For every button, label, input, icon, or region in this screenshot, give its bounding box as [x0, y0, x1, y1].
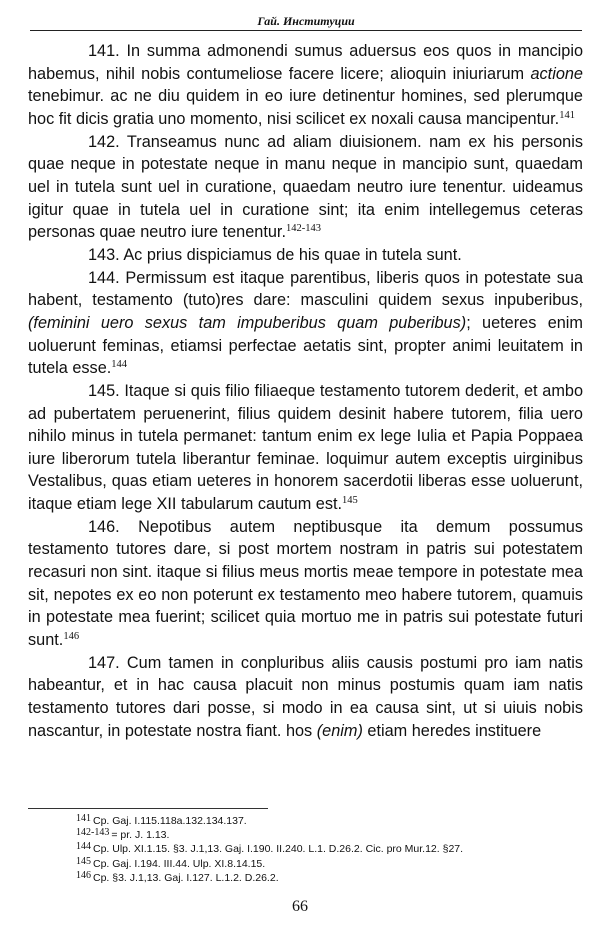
footnote-ref[interactable]: 145: [342, 495, 358, 507]
text-segment: 143. Ac prius dispiciamus de his quae in tutela sunt.: [88, 245, 462, 264]
footnote-ref[interactable]: 146: [63, 631, 80, 643]
body-text: [28, 40, 583, 742]
running-header: Гай. Институции: [257, 14, 355, 28]
footnote-text: Cp. Gaj. I.115.118a.132.134.137.: [93, 815, 247, 827]
paragraph: [28, 267, 583, 380]
footnote-ref[interactable]: 144: [111, 359, 128, 371]
text-segment: tenebimur. ac ne diu quidem in eo iure detinentur homines, sed plerumque hoc fit dicis gratia uno momento, nisi scilicet ex noxali causa mancipentur.: [28, 87, 583, 128]
paragraph: [28, 40, 583, 131]
text-segment: 144. Permissum est itaque parentibus, liberis quos in potestate sua habent, testamento (tuto)res dare: masculini quidem sexus inpuberibus,: [28, 268, 583, 310]
page-number: 66: [292, 898, 308, 915]
text-segment: etiam heredes instituere: [362, 721, 542, 740]
text-segment: 147. Cum tamen in conpluribus aliis causis postumi pro iam natis habeantur, et in hac causa placuit non minus postumis quam iam natis testamento tutores dari posse, si modo in ea causa sint, ut si uiuis nobis nascantur, in potestate nostra fiant. hos: [28, 653, 583, 740]
footnote-ref[interactable]: 142-143: [285, 223, 321, 235]
text-segment: 145. Itaque si quis filio filiaeque testamento tutorem dederit, et ambo ad pubertatem peruenerint, filius quidem desinit habere tutorem, filia uero nihilo minus in tutela permanet: tantum enim ex lege Iulia et Papia Poppaea iure liberorum tutela liberantur feminae. loquimur autem exceptis uirginibus Vestalibus, quas etiam ueteres in honorem sacerdotii liberas esse uoluerunt, itaque etiam lege XII tabularum cautum est.: [28, 381, 583, 514]
footnote: [76, 871, 463, 885]
text-segment: ; ueteres enim uoluerunt feminas, etiamsi perfectae aetatis sint, propter animi leuitatem in tutela esse.: [28, 313, 583, 378]
footnote-number: 145: [76, 855, 91, 867]
footnote: [76, 857, 463, 871]
footnote-text: = pr. J. 1.13.: [111, 829, 170, 842]
footnote-separator: [28, 808, 268, 809]
paragraph: [28, 131, 583, 244]
text-segment: 142. Transeamus nunc ad aliam diuisionem. nam ex his personis quae neque in potestate neque in manu neque in mancipio sunt, quaedam uel in tutela sunt uel in curatione, quaedam neutro iure tenentur. uideamus igitur quae in tutela uel in curatione sint; ita enim intellegemus ceteras personas quae neutro iure tenentur.: [28, 132, 583, 242]
paragraph: [28, 244, 583, 267]
footnote: [76, 814, 463, 828]
footnote-ref[interactable]: 141: [559, 109, 575, 121]
footnote-number: 141: [76, 813, 91, 824]
footnote-text: Cp. Ulp. XI.1.15. §3. J.1,13. Gaj. I.190. II.240. L.1. D.26.2. Cic. pro Mur.12. §27.: [93, 843, 464, 856]
paragraph: [28, 652, 583, 743]
footnote-number: 142-143: [76, 827, 110, 839]
italic-text: (enim): [316, 721, 363, 740]
text-segment: 146. Nepotibus autem neptibusque ita demum possumus testamento tutores dare, si post mortem nostram in patris sui potestatem recasuri non sint. itaque si filius meus mortis meae tempore in potestate mea sit, nepotes ex eo non poterunt ex testamento meo habere tutorem, quamuis in potestate mea fuerint; scilicet quia mortuo me in patris sui potestate futuri sunt.: [28, 517, 583, 650]
paragraph: [28, 516, 583, 652]
footnote-number: 144: [76, 841, 91, 853]
italic-text: (feminini uero sexus tam impuberibus quam puberibus): [28, 313, 467, 332]
footnote-text: Cp. Gaj. I.194. III.44. Ulp. XI.8.14.15.: [93, 857, 266, 870]
text-segment: 141. In summa admonendi sumus aduersus eos quos in mancipio habemus, nihil nobis contumeliose facere licere; alioquin iniuriarum: [28, 42, 583, 83]
header-rule: [30, 30, 582, 31]
footnote: [76, 828, 463, 842]
footnote-number: 146: [76, 869, 91, 881]
paragraph: [28, 380, 583, 516]
footnote-text: Cp. §3. J.1,13. Gaj. I.127. L.1.2. D.26.2.: [93, 871, 279, 884]
footnotes: [76, 814, 463, 885]
footnote: [76, 842, 463, 856]
italic-text: actione: [530, 64, 583, 83]
